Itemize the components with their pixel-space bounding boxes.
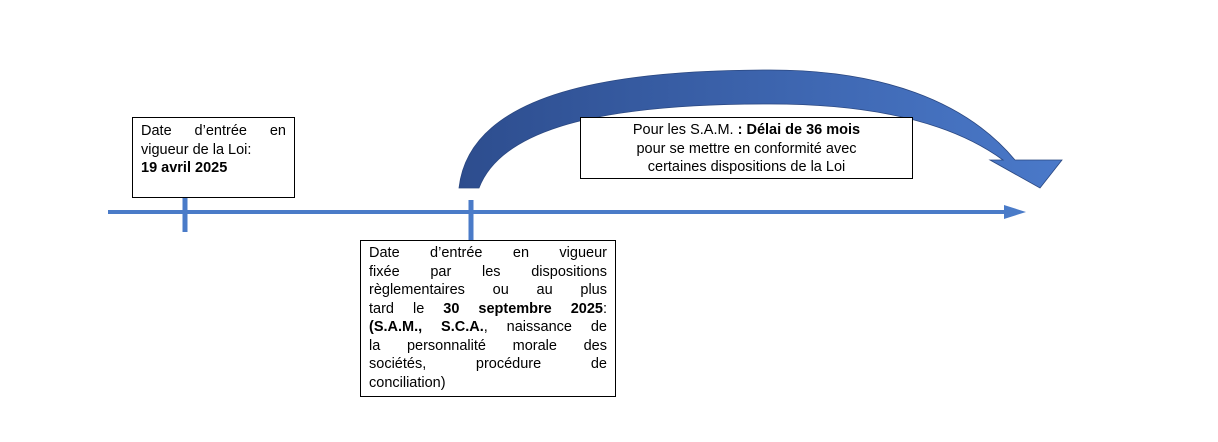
box-reg-line8: conciliation)	[369, 374, 446, 391]
box-sam-line3: certaines dispositions de la Loi	[647, 159, 846, 175]
box-reg-line7: sociétés, procédure de	[369, 356, 607, 372]
box-loi-line1: Date d’entrée en	[141, 123, 286, 139]
timeline-arrowhead	[1004, 205, 1026, 219]
box-sam-prefix: Pour les S.A.M.	[632, 122, 738, 138]
box-loi-entry	[132, 117, 295, 198]
box-reg-line3: règlementaires ou au plus	[369, 282, 607, 298]
box-reg-date: 30 septembre 2025	[443, 300, 603, 317]
box-loi-line2: vigueur de la Loi:	[141, 141, 252, 158]
box-reg-line5-suffix: , naissance de	[483, 319, 607, 335]
box-loi-date: 19 avril 2025	[141, 160, 228, 176]
box-reg-line4-suffix: :	[602, 300, 607, 317]
box-reg-line6: la personnalité morale des	[369, 337, 607, 354]
box-reg-line1: Date d’entrée en vigueur	[369, 245, 607, 261]
box-sam-bold: : Délai de 36 mois	[737, 122, 861, 138]
box-sam-delay	[580, 117, 913, 179]
box-reg-line2: fixée par les dispositions	[369, 263, 607, 280]
box-reg-line5-bold: (S.A.M., S.C.A.	[369, 319, 484, 335]
box-reg-line4-prefix: tard le	[369, 300, 444, 317]
box-reglementaire-entry	[360, 240, 616, 397]
box-sam-line2: pour se mettre en conformité avec	[636, 140, 857, 157]
